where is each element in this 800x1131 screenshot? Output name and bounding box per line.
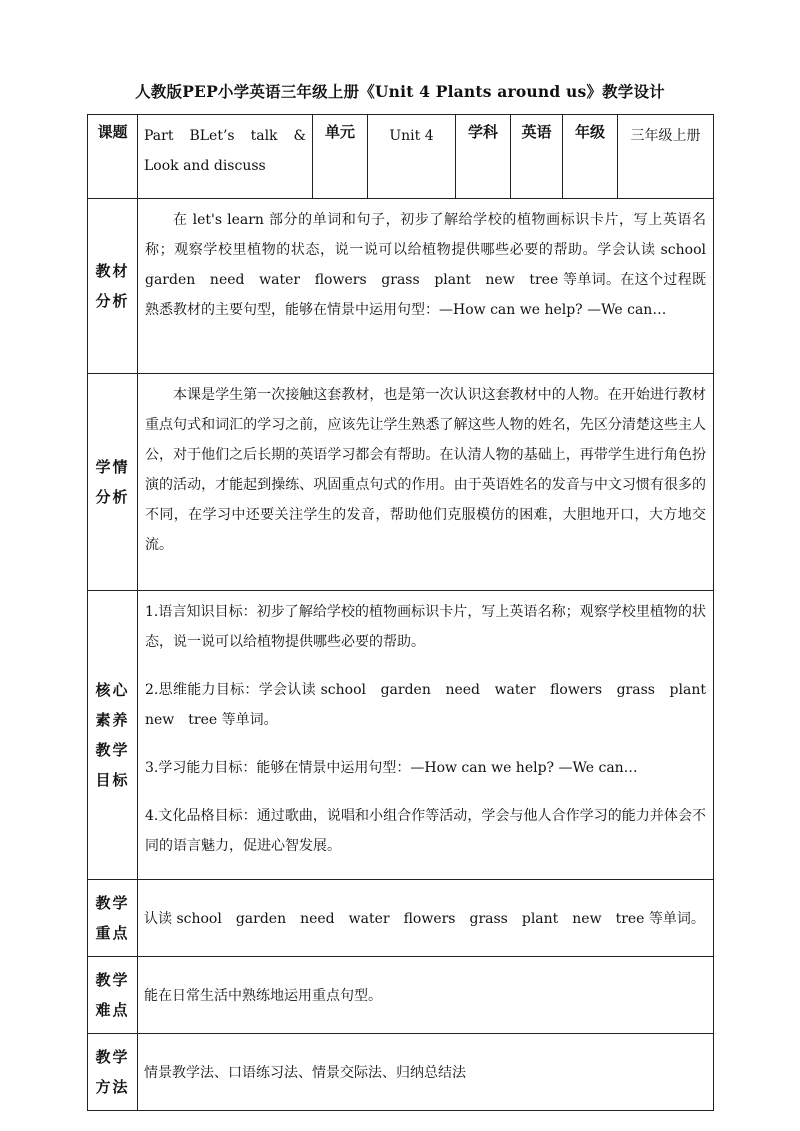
unit-label: 单元	[313, 115, 368, 199]
objectives-label: 核心素养教学目标	[88, 591, 138, 880]
methods-text: 情景教学法、口语练习法、情景交际法、归纳总结法	[138, 1034, 714, 1111]
material-analysis-label: 教材分析	[88, 199, 138, 374]
difficulties-label: 教学难点	[88, 957, 138, 1034]
methods-row	[88, 1034, 714, 1111]
lesson-plan-table	[87, 114, 720, 1111]
key-points-text: 认读 school garden need water flowers grass plant new tree 等单词。	[138, 880, 714, 957]
methods-label: 教学方法	[88, 1034, 138, 1111]
subject-label: 学科	[456, 115, 511, 199]
subject-value: 英语	[511, 115, 563, 199]
student-analysis-text: 本课是学生第一次接触这套教材，也是第一次认识这套教材中的人物。在开始进行教材重点句式和词汇的学习之前，应该先让学生熟悉了解这些人物的姓名，先区分清楚这些主人公，对于他们之后长期的英语学习都会有帮助。在认清人物的基础上，再带学生进行角色扮演的活动，才能起到操练、巩固重点句式的作用。由于英语姓名的发音与中文习惯有很多的不同，在学习中还要关注学生的发音，帮助他们克服模仿的困难，大胆地开口，大方地交流。	[138, 374, 714, 591]
difficulties-row	[88, 957, 714, 1034]
student-analysis-label: 学情分析	[88, 374, 138, 591]
material-analysis-row	[88, 199, 714, 374]
header-row	[88, 115, 714, 199]
grade-label: 年级	[563, 115, 618, 199]
topic-label: 课题	[88, 115, 138, 199]
difficulties-text: 能在日常生活中熟练地运用重点句型。	[138, 957, 714, 1034]
objective-item: 1.语言知识目标：初步了解给学校的植物画标识卡片，写上英语名称；观察学校里植物的状态，说一说可以给植物提供哪些必要的帮助。	[145, 604, 706, 650]
objectives-list	[138, 591, 720, 880]
student-analysis-row	[88, 374, 714, 591]
key-points-label: 教学重点	[88, 880, 138, 957]
topic-value: Part BLet’s talk & Look and discuss	[138, 115, 313, 199]
objective-item: 2.思维能力目标：学会认读 school garden need water flowers grass plant new tree 等单词。	[145, 682, 720, 728]
material-analysis-text: 在 let's learn 部分的单词和句子，初步了解给学校的植物画标识卡片，写上英语名称；观察学校里植物的状态，说一说可以给植物提供哪些必要的帮助。学会认读 school garden need water flowers grass plant new tree 等单词。在这个过程既熟悉教材的主要句型，能够在情景中运用句型：—How can we help? —We can…	[138, 199, 714, 374]
objectives-row	[88, 591, 714, 880]
unit-value: Unit 4	[368, 115, 456, 199]
key-points-row	[88, 880, 714, 957]
grade-value: 三年级上册	[618, 115, 714, 199]
objective-item: 4.文化品格目标：通过歌曲，说唱和小组合作等活动，学会与他人合作学习的能力并体会不同的语言魅力，促进心智发展。	[145, 808, 706, 854]
document-title: 人教版PEP小学英语三年级上册《Unit 4 Plants around us》教学设计	[135, 82, 665, 101]
objective-item: 3.学习能力目标：能够在情景中运用句型：—How can we help? —We can…	[145, 760, 638, 776]
